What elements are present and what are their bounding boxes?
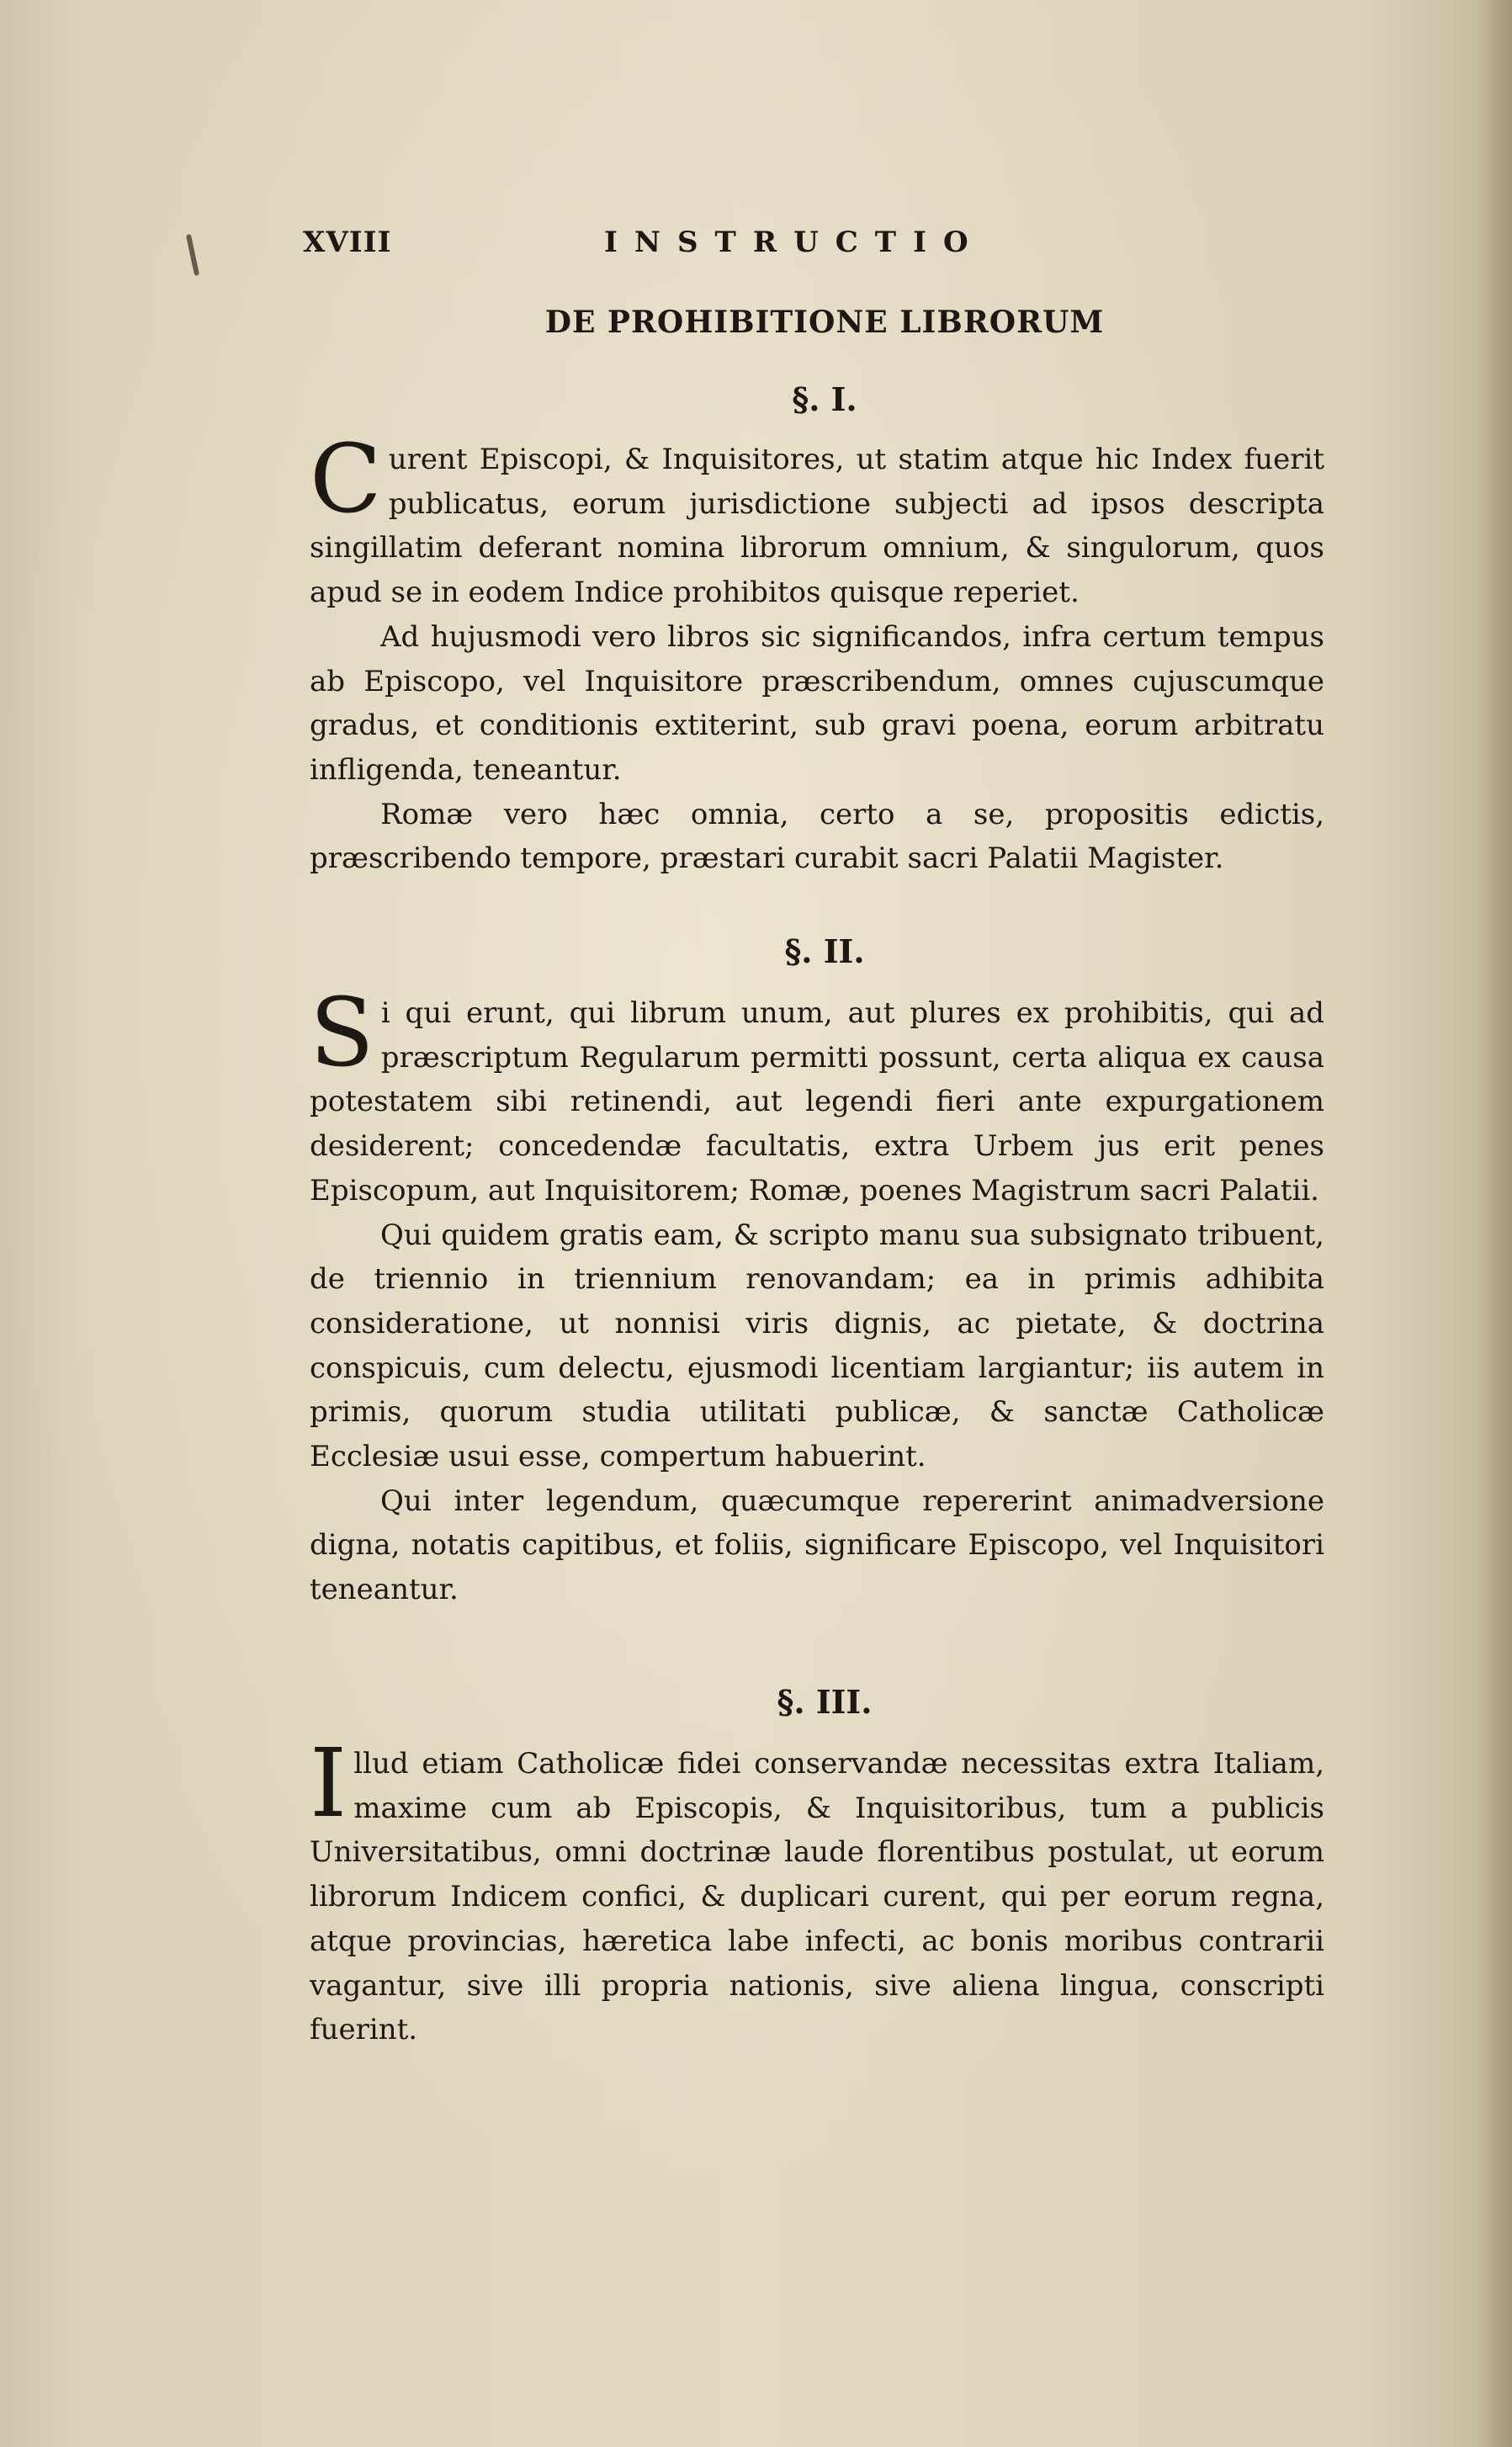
paragraph-text: llud etiam Catholicæ fidei conservandæ necessitas extra Italiam, maxime cum ab Episcopis, & Inquisitoribus, tum a publicis Universitatibus, omni doctrinæ laude florentibus postulat, ut eorum librorum Indicem confici, & duplicari curent, qui per eorum regna, atque provincias, hæretica labe infecti, ac bonis moribus contrarii vagantur, sive illi propria nationis, sive aliena lingua, conscripti fuerint. xyxy=(310,1747,1324,2047)
paragraph xyxy=(310,979,1324,1213)
running-head xyxy=(303,226,1346,268)
ink-bleed-mark xyxy=(186,234,199,276)
running-title: INSTRUCTIO xyxy=(604,226,985,259)
document-title: DE PROHIBITIONE LIBRORUM xyxy=(544,305,1105,340)
paragraph xyxy=(310,425,1324,615)
drop-cap: S xyxy=(310,979,374,1088)
section-1-text xyxy=(310,425,1324,881)
section-2-text xyxy=(310,979,1324,1612)
drop-cap: I xyxy=(310,1729,347,1839)
page-number: XVIII xyxy=(303,226,392,259)
paragraph-text: urent Episcopi, & Inquisitores, ut statim atque hic Index fuerit publicatus, eorum jurisdictione subjecti ad ipsos descripta singillatim deferant nomina librorum omnium, & singulorum, quos apud se in eodem Indice prohibitos quisque reperiet. xyxy=(310,443,1324,610)
section-3-text xyxy=(310,1729,1324,2052)
section-heading-1: §. I. xyxy=(792,380,857,418)
section-heading-2: §. II. xyxy=(784,932,865,970)
paragraph: Ad hujusmodi vero libros sic significandos, infra certum tempus ab Episcopo, vel Inquisitore præscribendum, omnes cujuscumque gradus, et conditionis extiterint, sub gravi poena, eorum arbitratu infligenda, teneantur. xyxy=(310,619,1324,787)
paragraph-text: i qui erunt, qui librum unum, aut plures ex prohibitis, qui ad præscriptum Regularum permitti possunt, certa aliqua ex causa potestatem sibi retinendi, aut legendi fieri ante expurgationem desiderent; concedendæ facultatis, extra Urbem jus erit penes Episcopum, aut Inquisitorem; Romæ, poenes Magistrum sacri Palatii. xyxy=(310,996,1324,1208)
paragraph: Qui inter legendum, quæcumque repererint animadversione digna, notatis capitibus, et foliis, significare Episcopo, vel Inquisitori teneantur. xyxy=(310,1484,1324,1607)
section-heading-3: §. III. xyxy=(777,1683,873,1721)
page-edge-shadow xyxy=(1478,0,1512,2447)
paragraph xyxy=(310,1729,1324,2052)
paragraph: Romæ vero hæc omnia, certo a se, propositis edictis, præscribendo tempore, præstari curabit sacri Palatii Magister. xyxy=(310,797,1324,876)
paragraph: Qui quidem gratis eam, & scripto manu sua subsignato tribuent, de triennio in triennium renovandam; ea in primis adhibita consideratione, ut nonnisi viris dignis, ac pietate, & doctrina conspicuis, cum delectu, ejusmodi licentiam largiantur; iis autem in primis, quorum studia utilitati publicæ, & sanctæ Catholicæ Ecclesiæ usui esse, compertum habuerint. xyxy=(310,1218,1324,1474)
drop-cap: C xyxy=(310,425,382,534)
